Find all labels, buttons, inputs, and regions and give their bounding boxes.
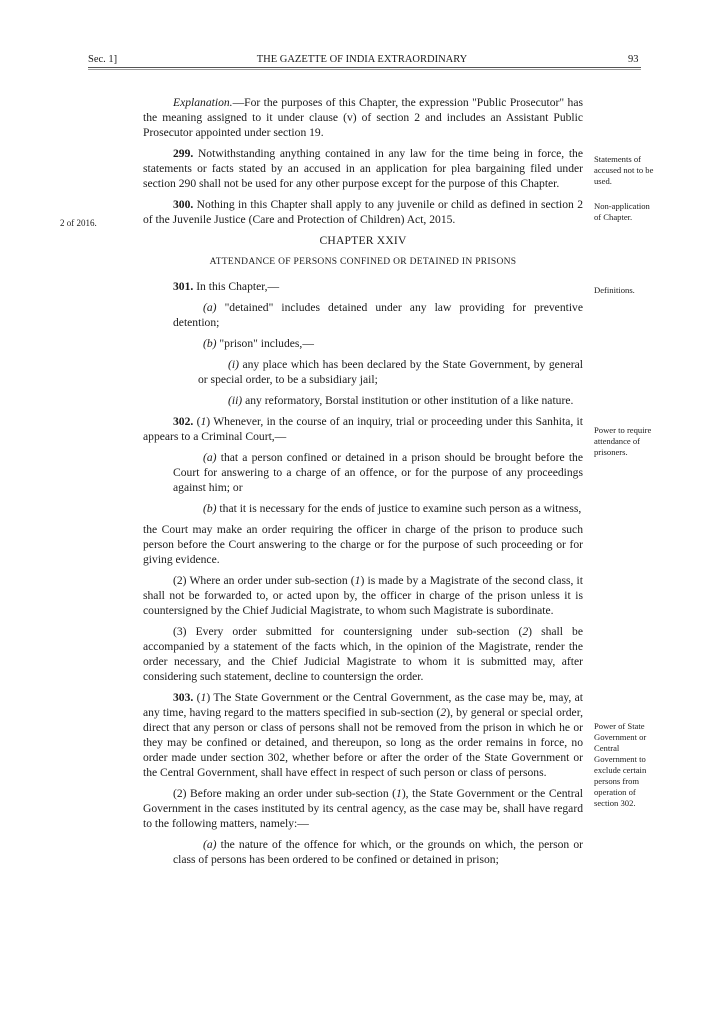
section-303-2 — [143, 786, 583, 831]
margin-note-302: Power to require attendance of prisoners. — [594, 425, 652, 457]
section-text: In this Chapter,— — [193, 280, 280, 293]
header-page-number: 93 — [628, 54, 639, 65]
clause-label: (a) — [203, 301, 217, 314]
document-body — [143, 95, 583, 873]
clause-303-a — [173, 837, 583, 867]
clause-text: that it is necessary for the ends of justice to examine such person as a witness, — [216, 502, 582, 515]
section-text: Notwithstanding anything contained in any law for the time being in force, the statements or facts stated by an accused in an application for plea bargaining filed under section 290 shall not be used for any other purpose except for the purpose of this Chapter. — [143, 147, 583, 190]
left-note-act-ref: 2 of 2016. — [60, 218, 97, 228]
margin-note-299: Statements of accused not to be used. — [594, 154, 654, 186]
section-303-1 — [143, 690, 583, 780]
section-number: 302. — [173, 415, 194, 428]
clause-302-a — [173, 450, 583, 495]
section-299 — [143, 146, 583, 191]
margin-note-300: Non-application of Chapter. — [594, 201, 650, 222]
subsection-ref: 2 — [522, 625, 529, 638]
clause-text: the nature of the offence for which, or the grounds on which, the person or class of persons has been ordered to be confined or detained in prison; — [173, 838, 583, 866]
clause-text: any reformatory, Borstal institution or other institution of a like nature. — [242, 394, 574, 407]
clause-label: (a) — [203, 838, 217, 851]
explanation-text: —For the purposes of this Chapter, the expression "Public Prosecutor" has the meaning assigned to it under clause (v) of section 2 and includes an Assistant Public Prosecutor appointed under section 19. — [143, 96, 583, 139]
explanation-paragraph — [143, 95, 583, 140]
clause-302-b — [173, 501, 583, 516]
subsection-text: ), the State Government or the Central Government in the cases instituted by its central agency, as the case may be, shall have regard to the following matters, namely:— — [143, 787, 583, 830]
clause-label: (b) — [203, 502, 217, 515]
chapter-subtitle: ATTENDANCE OF PERSONS CONFINED OR DETAINED IN PRISONS — [209, 257, 517, 267]
section-302-3 — [143, 624, 583, 684]
header-section-ref: Sec. 1] — [88, 54, 118, 65]
margin-note-303: Power of State Government or Central Government to exclude certain persons from operation of section 302. — [594, 721, 647, 808]
section-number: 300. — [173, 198, 194, 211]
clause-label: (a) — [203, 451, 217, 464]
clause-301-b-ii — [198, 393, 583, 408]
section-text: ) The State Government or the Central Government, as the case may be, may, at any time, having regard to the matters specified in sub-section ( — [143, 691, 584, 719]
section-text: ), by general or special order, direct that any person or class of persons shall not be removed from the prison in which he or they may be confined or detained, and thereupon, so long as the order remains in force, no order made under section 302, whether before or after the order of the State Government or the Central Government, shall have effect in respect of such person or class of persons. — [143, 706, 583, 779]
subsection-text: (2) Where an order under sub-section ( — [173, 574, 355, 587]
section-300 — [143, 197, 583, 227]
section-number: 299. — [173, 147, 194, 160]
clause-301-b — [173, 336, 583, 351]
subsection-text: (3) Every order submitted for countersigning under sub-section ( — [173, 625, 523, 638]
clause-text: that a person confined or detained in a prison should be brought before the Court for answering to a charge of an offence, or for the purpose of any proceedings against him; or — [173, 451, 583, 494]
clause-label: (i) — [228, 358, 239, 371]
clause-text: "detained" includes detained under any law providing for preventive detention; — [173, 301, 583, 329]
header-title: THE GAZETTE OF INDIA EXTRAORDINARY — [256, 54, 468, 65]
clause-text: "prison" includes,— — [216, 337, 314, 350]
section-302-1 — [143, 414, 583, 444]
subsection-text: ) is made by a Magistrate of the second class, it shall not be forwarded to, or acted upon by, the officer in charge of the prison unless it is countersigned by the Chief Judicial Magistrate, to whom such Magistrate is subordinate. — [143, 574, 583, 617]
subsection-number: 1 — [200, 415, 207, 428]
subsection-open: ( — [193, 415, 201, 428]
clause-label: (b) — [203, 337, 217, 350]
chapter-title: CHAPTER XXIV — [319, 234, 407, 247]
clause-301-a — [173, 300, 583, 330]
header-rule-secondary — [88, 69, 641, 70]
subsection-ref: 1 — [396, 787, 402, 800]
clause-301-b-i — [198, 357, 583, 387]
header-rule — [88, 67, 641, 68]
section-number: 303. — [173, 691, 194, 704]
section-text: ) Whenever, in the course of an inquiry, trial or proceeding under this Sanhita, it appears to a Criminal Court,— — [143, 415, 583, 443]
explanation-label: Explanation. — [173, 96, 233, 109]
section-text: Nothing in this Chapter shall apply to any juvenile or child as defined in section 2 of the Juvenile Justice (Care and Protection of Children) Act, 2015. — [143, 198, 583, 226]
subsection-ref: 2 — [440, 706, 447, 719]
subsection-text: (2) Before making an order under sub-section ( — [173, 787, 397, 800]
subsection-text: ) shall be accompanied by a statement of the facts which, in the opinion of the Magistrate, render the order necessary, and the Chief Judicial Magistrate to whom it is submitted may, after considering such statement, decline to countersign the order. — [143, 625, 583, 683]
section-301 — [143, 279, 583, 294]
subsection-number: 1 — [200, 691, 207, 704]
section-number: 301. — [173, 280, 194, 293]
clause-label: (ii) — [228, 394, 243, 407]
subsection-open: ( — [193, 691, 201, 704]
section-302-2 — [143, 573, 583, 618]
margin-note-301: Definitions. — [594, 285, 635, 295]
section-302-1-tail: the Court may make an order requiring the officer in charge of the prison to produce such person before the Court answering to the charge or for the purpose of such proceeding or for giving evidence. — [143, 523, 583, 566]
subsection-ref: 1 — [354, 574, 361, 587]
clause-text: any place which has been declared by the State Government, by general or special order, to be a subsidiary jail; — [198, 358, 583, 386]
